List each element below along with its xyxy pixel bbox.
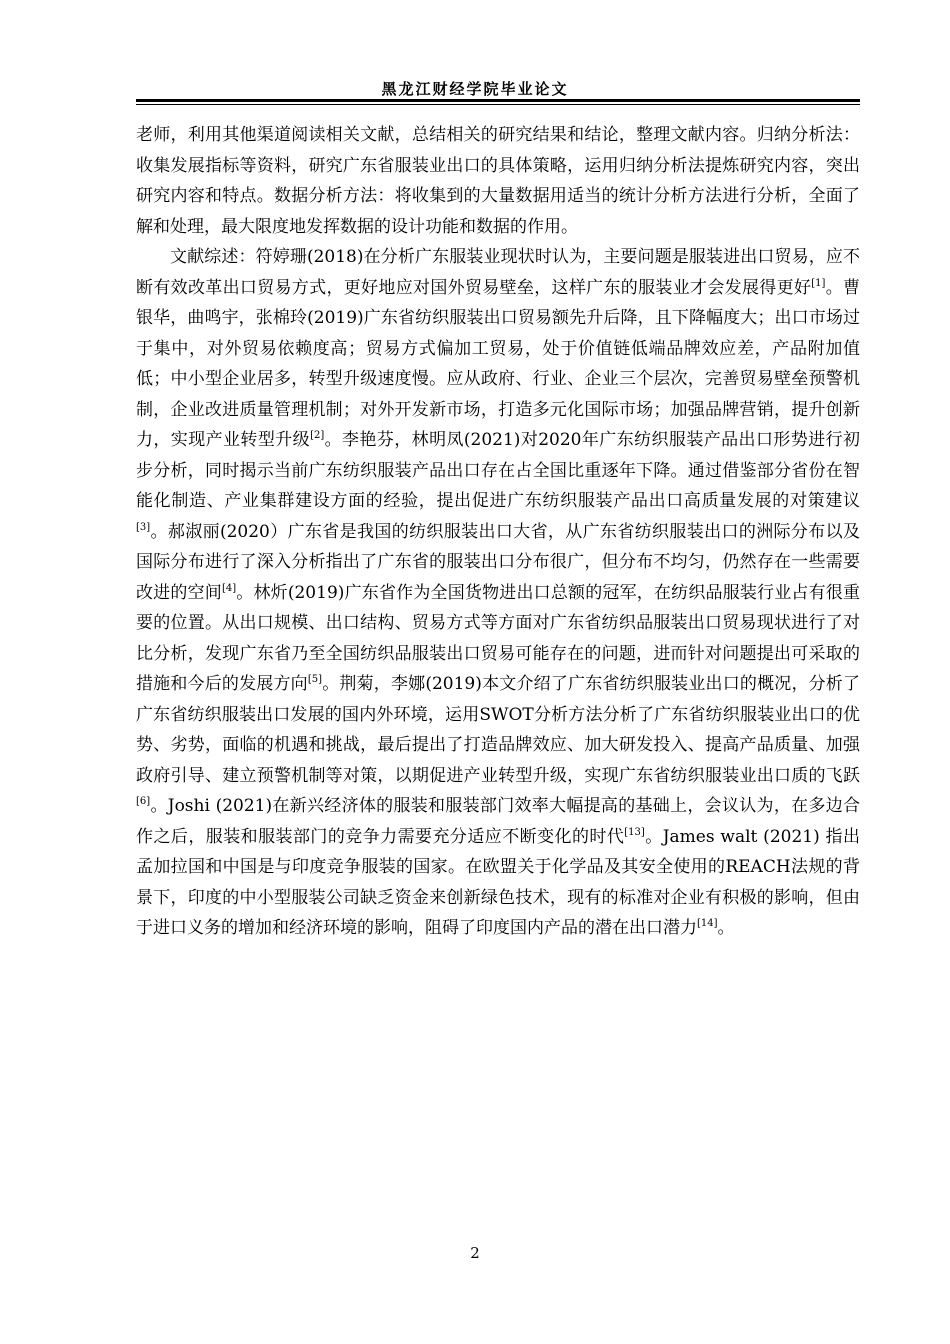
text-run: 。曹银华，曲鸣宇，张棉玲(2019)广东省纺织服装出口贸易额先升后降，且下降幅度大；出口市场过于集中，对外贸易依赖度高；贸易方式偏加工贸易，处于价值链低端品牌效应差，产品附加值低；中小型企业居多，转型升级速度慢。应从政府、行业、企业三个层次，完善贸易壁垒预警机制，企业改进质量管理机制；对外开发新市场，打造多元化国际市场；加强品牌营销，提升创新力，实现产业转型升级 [136, 277, 861, 450]
text-run: 。李艳芬，林明凤(2021)对2020年广东纺织服装产品出口形势进行初步分析，同时揭示当前广东纺织服装产品出口存在占全国比重逐年下降。通过借鉴部分省份在智能化制造、产业集群建设方面的经验，提出促进广东纺织服装产品出口高质量发展的对策建议 [136, 430, 860, 511]
paragraph-methods [136, 120, 860, 242]
page-number: 2 [470, 1244, 480, 1262]
citation-marker: [4] [221, 582, 237, 594]
header-rule-thin [136, 104, 860, 105]
citation-marker: [2] [310, 430, 325, 441]
paragraph-literature-review [136, 242, 860, 944]
citation-marker: [14] [697, 918, 718, 929]
citation-marker: [1] [811, 277, 826, 289]
citation-marker: [3] [136, 521, 151, 533]
text-run: 。 [717, 918, 735, 938]
text-run: 。林炘(2019)广东省作为全国货物进出口总额的冠军，在纺织品服装行业占有很重要的位置。从出口规模、出口结构、贸易方式等方面对广东省纺织品服装出口贸易现状进行了对比分析，发现广东省乃至全国纺织品服装出口贸易可能存在的问题，进而针对问题提出可采取的措施和今后的发展方向 [136, 582, 860, 694]
header-rule-thick [136, 99, 860, 102]
body-text [136, 120, 860, 944]
page-header-title: 黑龙江财经学院毕业论文 [381, 80, 569, 98]
citation-marker: [13] [624, 826, 645, 838]
text-run: 。James walt (2021) 指出孟加拉国和中国是与印度竞争服装的国家。在欧盟关于化学品及其安全使用的REACH法规的背景下，印度的中小型服装公司缺乏资金来创新绿色技术，现有的标准对企业有积极的影响，但由于进口义务的增加和经济环境的影响，阻碍了印度国内产品的潜在出口潜力 [136, 826, 860, 938]
text-run: 老师，利用其他渠道阅读相关文献，总结相关的研究结果和结论，整理文献内容。归纳分析法：收集发展指标等资料，研究广东省服装业出口的具体策略，运用归纳分析法提炼研究内容，突出研究内容和特点。数据分析方法：将收集到的大量数据用适当的统计分析方法进行分析，全面了解和处理，最大限度地发挥数据的设计功能和数据的作用。 [136, 125, 860, 237]
text-run: 文献综述：符婷珊(2018)在分析广东服装业现状时认为，主要问题是服装进出口贸易，应不断有效改革出口贸易方式，更好地应对国外贸易壁垒，这样广东的服装业才会发展得更好 [136, 247, 860, 298]
text-run: 。郝淑丽(2020）广东省是我国的纺织服装出口大省，从广东省纺织服装出口的洲际分布以及国际分布进行了深入分析指出了广东省的服装出口分布很广，但分布不均匀，仍然存在一些需要改进的空间 [136, 521, 860, 603]
citation-marker: [6] [136, 796, 151, 807]
text-run: 。荆菊，李娜(2019)本文介绍了广东省纺织服装业出口的概况，分析了广东省纺织服装出口发展的国内外环境，运用SWOT分析方法分析了广东省纺织服装业出口的优势、劣势，面临的机遇和挑战，最后提出了打造品牌效应、加大研发投入、提高产品质量、加强政府引导、建立预警机制等对策，以期促进产业转型升级，实现广东省纺织服装业出口质的飞跃 [136, 674, 860, 786]
citation-marker: [5] [307, 674, 323, 685]
text-run: 。Joshi (2021)在新兴经济体的服装和服装部门效率大幅提高的基础上，会议认为，在多边合作之后，服装和服装部门的竞争力需要充分适应不断变化的时代 [136, 796, 860, 847]
